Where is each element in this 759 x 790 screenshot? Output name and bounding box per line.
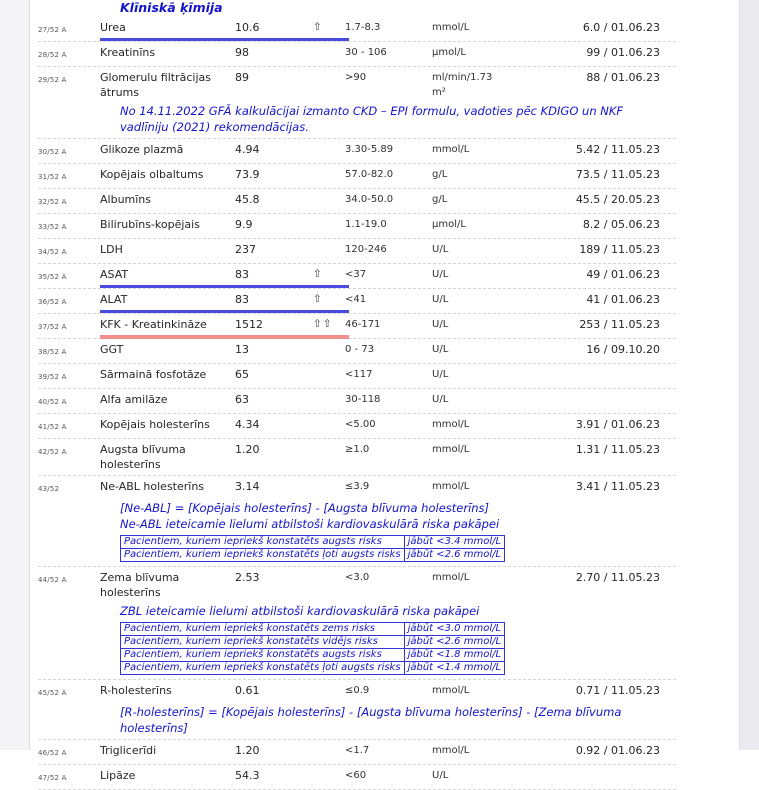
result-units: U/L: [432, 294, 449, 305]
section-title: Klīniskā ķīmija: [120, 0, 223, 15]
risk-threshold: jābūt <2.6 mmol/L: [404, 636, 504, 649]
abnormal-flags: [313, 45, 345, 63]
lab-row: [38, 214, 676, 238]
lab-row-block: [38, 765, 676, 790]
result-value: 65: [235, 368, 249, 381]
lab-row: [38, 740, 676, 764]
result-units: U/L: [432, 369, 449, 380]
risk-condition: Pacientiem, kuriem iepriekš konstatēts vidējs risks: [121, 636, 405, 649]
result-note: [120, 500, 676, 532]
result-note: [120, 603, 676, 619]
previous-result: [504, 367, 676, 385]
previous-result: 73.5 / 11.05.23: [575, 168, 660, 181]
reference-range: 57.0-82.0: [345, 169, 394, 180]
previous-result: 88 / 01.06.23: [586, 71, 660, 84]
note-line: ZBL ieteicamie lielumi atbilstoši kardiovaskulārā riska pakāpei: [120, 604, 480, 618]
reference-range: <60: [345, 770, 367, 781]
previous-result: 99 / 01.06.23: [586, 46, 660, 59]
abnormal-flags: [313, 20, 345, 38]
reference-range: ≥1.0: [345, 444, 370, 455]
reference-range: 46-171: [345, 319, 381, 330]
result-units: mmol/L: [432, 444, 470, 455]
abnormal-flags: [313, 70, 345, 100]
previous-result: 5.42 / 11.05.23: [575, 143, 660, 156]
result-underline-blue: [100, 38, 349, 41]
result-underline-blue: [100, 310, 349, 313]
previous-result: 3.91 / 01.06.23: [575, 418, 660, 431]
up-arrow-icon: ⇧: [313, 21, 323, 33]
risk-table-row: [121, 623, 505, 636]
up-arrow-icon: ⇧: [313, 318, 323, 330]
risk-threshold: jābūt <3.4 mmol/L: [404, 536, 504, 549]
previous-result: 6.0 / 01.06.23: [582, 21, 660, 34]
test-name: Kreatinīns: [100, 46, 156, 59]
previous-result: 2.70 / 11.05.23: [575, 571, 660, 584]
lab-row-block: [38, 567, 676, 680]
result-value: 1.20: [235, 744, 260, 757]
result-units: mmol/L: [432, 144, 470, 155]
test-name: R-holesterīns: [100, 684, 172, 697]
test-name: Glikoze plazmā: [100, 143, 184, 156]
lab-row-block: [38, 414, 676, 439]
risk-table-row: [121, 549, 505, 562]
test-name: Zema blīvuma holesterīns: [100, 571, 180, 599]
result-value: 1.20: [235, 443, 260, 456]
reference-range: 1.1-19.0: [345, 219, 387, 230]
row-id: 29/52 A: [38, 76, 67, 84]
lab-row: [38, 567, 676, 603]
result-note: [120, 103, 676, 135]
lab-row: [38, 239, 676, 263]
lab-row-block: [38, 289, 676, 314]
reference-range: 30-118: [345, 394, 381, 405]
result-value: 13: [235, 343, 249, 356]
previous-result: 45.5 / 20.05.23: [575, 193, 660, 206]
row-id: 45/52 A: [38, 689, 67, 697]
abnormal-flags: [313, 417, 345, 435]
note-line: [R-holesterīns] = [Kopējais holesterīns] - [Augsta blīvuma holesterīns] - [Zema blīvuma holesterīns]: [120, 705, 622, 735]
row-id: 35/52 A: [38, 273, 67, 281]
result-value: 1512: [235, 318, 263, 331]
result-value: 0.61: [235, 684, 260, 697]
result-value: 9.9: [235, 218, 253, 231]
note-line: No 14.11.2022 GFĀ kalkulācijai izmanto CKD – EPI formulu, vadoties pēc KDIGO un NKF vadlīniju (2021) rekomendācijas.: [120, 104, 624, 134]
row-id: 38/52 A: [38, 348, 67, 356]
abnormal-flags: [313, 292, 345, 310]
row-id: 47/52 A: [38, 774, 67, 782]
reference-range: <37: [345, 269, 367, 280]
result-value: 45.8: [235, 193, 260, 206]
risk-threshold: jābūt <1.8 mmol/L: [404, 649, 504, 662]
result-units: U/L: [432, 394, 449, 405]
row-id: 32/52 A: [38, 198, 67, 206]
reference-range: <117: [345, 369, 373, 380]
lab-row-block: [38, 189, 676, 214]
lab-row: [38, 164, 676, 188]
reference-range: 30 - 106: [345, 47, 387, 58]
result-units: U/L: [432, 344, 449, 355]
lab-row: [38, 414, 676, 438]
risk-threshold: jābūt <3.0 mmol/L: [404, 623, 504, 636]
previous-result: 16 / 09.10.20: [586, 343, 660, 356]
lab-row: [38, 42, 676, 66]
result-value: 89: [235, 71, 249, 84]
test-name: Kopējais holesterīns: [100, 418, 210, 431]
result-units: U/L: [432, 269, 449, 280]
previous-result: 189 / 11.05.23: [579, 243, 660, 256]
abnormal-flags: [313, 192, 345, 210]
lab-row: [38, 439, 676, 475]
result-units: mmol/L: [432, 481, 470, 492]
result-units: ml/min/1.73 m²: [432, 72, 493, 98]
result-value: 98: [235, 46, 249, 59]
previous-result: 3.41 / 11.05.23: [575, 480, 660, 493]
reference-range: <41: [345, 294, 367, 305]
risk-threshold: jābūt <2.6 mmol/L: [404, 549, 504, 562]
abnormal-flags: [313, 442, 345, 472]
lab-row: [38, 289, 676, 313]
lab-row-block: [38, 139, 676, 164]
row-id: 42/52 A: [38, 448, 67, 456]
up-arrow-icon: ⇧: [322, 318, 333, 330]
lab-results-panel: [38, 0, 676, 790]
up-arrow-icon: ⇧: [313, 268, 323, 280]
risk-condition: Pacientiem, kuriem iepriekš konstatēts ļoti augsts risks: [121, 549, 405, 562]
test-name: Triglicerīdi: [100, 744, 157, 757]
reference-range: ≤0.9: [345, 685, 370, 696]
test-name: Sārmainā fosfotāze: [100, 368, 207, 381]
abnormal-flags: [313, 342, 345, 360]
previous-result: 41 / 01.06.23: [586, 293, 660, 306]
row-id: 28/52 A: [38, 51, 67, 59]
row-id: 30/52 A: [38, 148, 67, 156]
up-arrow-icon: ⇧: [313, 293, 323, 305]
test-name: Urea: [100, 21, 126, 34]
risk-condition: Pacientiem, kuriem iepriekš konstatēts zems risks: [121, 623, 405, 636]
row-id: 34/52 A: [38, 248, 67, 256]
abnormal-flags: [313, 167, 345, 185]
lab-row-block: [38, 17, 676, 42]
risk-table-row: [121, 662, 505, 675]
abnormal-flags: [313, 367, 345, 385]
abnormal-flags: [313, 217, 345, 235]
previous-result: 1.31 / 11.05.23: [575, 443, 660, 456]
lab-row-block: [38, 740, 676, 765]
result-value: 73.9: [235, 168, 260, 181]
reference-range: <5.00: [345, 419, 376, 430]
lab-row-block: [38, 67, 676, 139]
reference-range: 120-246: [345, 244, 387, 255]
risk-condition: Pacientiem, kuriem iepriekš konstatēts augsts risks: [121, 536, 405, 549]
test-name: Alfa amilāze: [100, 393, 168, 406]
reference-range: ≤3.9: [345, 481, 370, 492]
result-value: 4.34: [235, 418, 260, 431]
reference-range: 0 - 73: [345, 344, 375, 355]
result-units: µmol/L: [432, 219, 466, 230]
abnormal-flags: [313, 142, 345, 160]
row-id: 27/52 A: [38, 26, 67, 34]
test-name: GGT: [100, 343, 124, 356]
reference-range: 1.7-8.3: [345, 22, 381, 33]
result-units: mmol/L: [432, 745, 470, 756]
lab-row: [38, 139, 676, 163]
row-id: 37/52 A: [38, 323, 67, 331]
lab-row-block: [38, 214, 676, 239]
row-id: 41/52 A: [38, 423, 67, 431]
result-units: µmol/L: [432, 47, 466, 58]
lab-row: [38, 17, 676, 41]
previous-result: 0.71 / 11.05.23: [575, 684, 660, 697]
result-value: 63: [235, 393, 249, 406]
note-line: [Ne-ABL] = [Kopējais holesterīns] - [Augsta blīvuma holesterīns]: [120, 501, 490, 515]
row-id: 36/52 A: [38, 298, 67, 306]
reference-range: 3.30-5.89: [345, 144, 394, 155]
abnormal-flags: [313, 242, 345, 260]
result-units: mmol/L: [432, 685, 470, 696]
lab-row-block: [38, 364, 676, 389]
lab-row-block: [38, 476, 676, 567]
lab-row: [38, 680, 676, 704]
result-value: 2.53: [235, 571, 260, 584]
previous-result: 8.2 / 05.06.23: [582, 218, 660, 231]
lab-row: [38, 389, 676, 413]
abnormal-flags: [313, 683, 345, 701]
lab-table: [38, 17, 676, 790]
result-value: 3.14: [235, 480, 260, 493]
risk-table-row: [121, 536, 505, 549]
row-id: 44/52 A: [38, 576, 67, 584]
test-name: Albumīns: [100, 193, 152, 206]
test-name: ASAT: [100, 268, 129, 281]
abnormal-flags: [313, 768, 345, 786]
previous-result: [504, 768, 676, 786]
risk-condition: Pacientiem, kuriem iepriekš konstatēts augsts risks: [121, 649, 405, 662]
risk-table-row: [121, 636, 505, 649]
result-units: mmol/L: [432, 22, 470, 33]
test-name: Kopējais olbaltums: [100, 168, 204, 181]
test-name: Glomerulu filtrācijas ātrums: [100, 71, 212, 99]
lab-row: [38, 339, 676, 363]
abnormal-flags: [313, 317, 345, 335]
result-units: U/L: [432, 770, 449, 781]
reference-range: >90: [345, 72, 367, 83]
reference-range: <1.7: [345, 745, 370, 756]
lab-row: [38, 476, 676, 500]
lab-row: [38, 765, 676, 789]
lab-row: [38, 364, 676, 388]
lab-row-block: [38, 239, 676, 264]
result-value: 237: [235, 243, 256, 256]
lab-row-block: [38, 389, 676, 414]
result-value: 83: [235, 268, 249, 281]
result-value: 10.6: [235, 21, 260, 34]
result-units: U/L: [432, 244, 449, 255]
test-name: Bilirubīns-kopējais: [100, 218, 200, 231]
result-value: 4.94: [235, 143, 260, 156]
lab-row-block: [38, 264, 676, 289]
page-left-gutter: [0, 0, 30, 750]
result-value: 54.3: [235, 769, 260, 782]
previous-result: 49 / 01.06.23: [586, 268, 660, 281]
note-line: Ne-ABL ieteicamie lielumi atbilstoši kardiovaskulārā riska pakāpei: [120, 517, 500, 531]
previous-result: [504, 392, 676, 410]
abnormal-flags: [313, 570, 345, 600]
lab-row: [38, 67, 676, 103]
test-name: Lipāze: [100, 769, 136, 782]
lab-row-block: [38, 680, 676, 740]
row-id: 33/52 A: [38, 223, 67, 231]
test-name: LDH: [100, 243, 123, 256]
previous-result: 253 / 11.05.23: [579, 318, 660, 331]
previous-result: 0.92 / 01.06.23: [575, 744, 660, 757]
lab-row: [38, 314, 676, 338]
abnormal-flags: [313, 392, 345, 410]
result-note: [120, 704, 676, 736]
reference-range: <3.0: [345, 572, 370, 583]
result-underline-blue: [100, 285, 349, 288]
test-name: KFK - Kreatinkināze: [100, 318, 207, 331]
test-name: Ne-ABL holesterīns: [100, 480, 205, 493]
lab-row-block: [38, 314, 676, 339]
abnormal-flags: [313, 267, 345, 285]
test-name: ALAT: [100, 293, 128, 306]
result-units: mmol/L: [432, 419, 470, 430]
row-id: 31/52 A: [38, 173, 67, 181]
lab-row-block: [38, 42, 676, 67]
result-units: mmol/L: [432, 572, 470, 583]
result-units: U/L: [432, 319, 449, 330]
risk-threshold: jābūt <1.4 mmol/L: [404, 662, 504, 675]
row-id: 39/52 A: [38, 373, 67, 381]
lab-row: [38, 264, 676, 288]
risk-condition: Pacientiem, kuriem iepriekš konstatēts ļoti augsts risks: [121, 662, 405, 675]
lab-row-block: [38, 339, 676, 364]
result-units: g/L: [432, 169, 448, 180]
test-name: Augsta blīvuma holesterīns: [100, 443, 186, 471]
risk-table: [120, 535, 505, 562]
lab-row-block: [38, 164, 676, 189]
abnormal-flags: [313, 743, 345, 761]
row-id: 46/52 A: [38, 749, 67, 757]
lab-row: [38, 189, 676, 213]
page-right-gutter: [739, 0, 759, 750]
lab-row-block: [38, 439, 676, 476]
result-units: g/L: [432, 194, 448, 205]
reference-range: 34.0-50.0: [345, 194, 394, 205]
risk-table: [120, 622, 505, 675]
row-id: 43/52: [38, 485, 60, 493]
row-id: 40/52 A: [38, 398, 67, 406]
result-value: 83: [235, 293, 249, 306]
risk-table-row: [121, 649, 505, 662]
abnormal-flags: [313, 479, 345, 497]
